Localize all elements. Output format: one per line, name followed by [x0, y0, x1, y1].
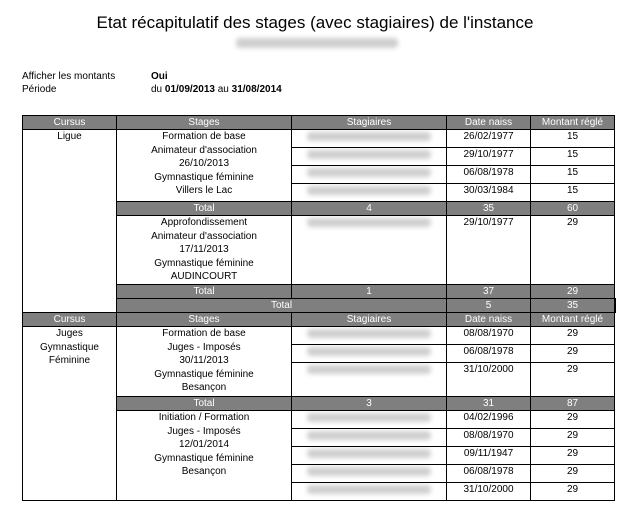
- amount-paid: 29: [531, 345, 615, 363]
- stage-cell: Initiation / Formation Juges - Imposés 12/01/2014 Gymnastique féminine Besançon: [117, 411, 292, 501]
- total-age: 37: [447, 285, 531, 299]
- birth-date: 29/10/1977: [447, 216, 531, 285]
- total-age: 31: [447, 397, 531, 411]
- amount-paid: 29: [531, 216, 615, 285]
- internships-table: [22, 115, 616, 501]
- group-total-age: 35: [531, 299, 615, 313]
- total-count: 3: [292, 397, 447, 411]
- amount-paid: 29: [531, 465, 615, 483]
- trainee-name-redacted: [307, 347, 430, 356]
- header-date: Date naiss: [447, 313, 531, 327]
- stage-cell: Formation de base Animateur d'association 26/10/2013 Gymnastique féminine Villers le Lac: [117, 130, 292, 202]
- trainee-cell: [292, 483, 447, 501]
- amount-paid: 29: [531, 429, 615, 447]
- trainee-cell: [292, 166, 447, 184]
- header-amount: Montant réglé: [531, 313, 615, 327]
- period-value: du 01/09/2013 au 31/08/2014: [151, 84, 282, 95]
- group-total-label: Total: [117, 299, 447, 313]
- birth-date: 06/08/1978: [447, 166, 531, 184]
- table-row: [23, 130, 616, 148]
- birth-date: 08/08/1970: [447, 429, 531, 447]
- trainee-cell: [292, 327, 447, 345]
- table-header: [23, 313, 616, 327]
- trainee-name-redacted: [307, 132, 430, 141]
- period-label: Période: [22, 84, 57, 95]
- header-stages: Stages: [117, 313, 292, 327]
- total-age: 35: [447, 202, 531, 216]
- stage-cell: Approfondissement Animateur d'association 17/11/2013 Gymnastique féminine AUDINCOURT: [117, 216, 292, 285]
- table-row: [23, 327, 616, 345]
- total-label: Total: [117, 285, 292, 299]
- trainee-cell: [292, 130, 447, 148]
- total-amount: 29: [531, 285, 615, 299]
- total-label: Total: [117, 397, 292, 411]
- trainee-name-redacted: [307, 365, 430, 374]
- trainee-cell: [292, 447, 447, 465]
- report-title: Etat récapitulatif des stages (avec stagiaires) de l'instance: [96, 13, 534, 32]
- header-date: Date naiss: [447, 116, 531, 130]
- amount-paid: 15: [531, 166, 615, 184]
- birth-date: 30/03/1984: [447, 184, 531, 202]
- amount-paid: 29: [531, 363, 615, 397]
- header-amount: Montant réglé: [531, 116, 615, 130]
- trainee-name-redacted: [307, 329, 430, 338]
- amount-paid: 29: [531, 447, 615, 465]
- table-header: [23, 116, 616, 130]
- birth-date: 26/02/1977: [447, 130, 531, 148]
- birth-date: 06/08/1978: [447, 345, 531, 363]
- instance-name-redacted: [236, 38, 398, 48]
- trainee-cell: [292, 363, 447, 397]
- cursus-cell: Juges Gymnastique Féminine: [23, 327, 117, 501]
- total-label: Total: [117, 202, 292, 216]
- birth-date: 08/08/1970: [447, 327, 531, 345]
- birth-date: 29/10/1977: [447, 148, 531, 166]
- trainee-cell: [292, 429, 447, 447]
- trainee-name-redacted: [307, 168, 430, 177]
- trainee-cell: [292, 465, 447, 483]
- trainee-name-redacted: [307, 150, 430, 159]
- trainee-cell: [292, 216, 447, 285]
- group-total-amount: [615, 299, 616, 313]
- birth-date: 09/11/1947: [447, 447, 531, 465]
- header-stagiaires: Stagiaires: [292, 313, 447, 327]
- total-amount: 87: [531, 397, 615, 411]
- trainee-name-redacted: [307, 218, 430, 227]
- header-stages: Stages: [117, 116, 292, 130]
- amounts-label: Afficher les montants: [22, 71, 116, 82]
- trainee-cell: [292, 411, 447, 429]
- group-total-count: 5: [447, 299, 531, 313]
- trainee-name-redacted: [307, 467, 430, 476]
- amount-paid: 29: [531, 411, 615, 429]
- trainee-name-redacted: [307, 431, 430, 440]
- amount-paid: 15: [531, 130, 615, 148]
- total-count: 4: [292, 202, 447, 216]
- total-amount: 60: [531, 202, 615, 216]
- cursus-cell: Ligue: [23, 130, 117, 313]
- amount-paid: 15: [531, 148, 615, 166]
- trainee-cell: [292, 184, 447, 202]
- birth-date: 31/10/2000: [447, 483, 531, 501]
- trainee-cell: [292, 345, 447, 363]
- total-count: 1: [292, 285, 447, 299]
- birth-date: 06/08/1978: [447, 465, 531, 483]
- birth-date: 31/10/2000: [447, 363, 531, 397]
- amount-paid: 29: [531, 483, 615, 501]
- header-cursus: Cursus: [23, 313, 117, 327]
- amount-paid: 15: [531, 184, 615, 202]
- amounts-value: Oui: [151, 71, 168, 82]
- trainee-cell: [292, 148, 447, 166]
- header-stagiaires: Stagiaires: [292, 116, 447, 130]
- trainee-name-redacted: [307, 413, 430, 422]
- birth-date: 04/02/1996: [447, 411, 531, 429]
- trainee-name-redacted: [307, 186, 430, 195]
- header-cursus: Cursus: [23, 116, 117, 130]
- stage-cell: Formation de base Juges - Imposés 30/11/2013 Gymnastique féminine Besançon: [117, 327, 292, 397]
- amount-paid: 29: [531, 327, 615, 345]
- trainee-name-redacted: [307, 485, 430, 494]
- trainee-name-redacted: [307, 449, 430, 458]
